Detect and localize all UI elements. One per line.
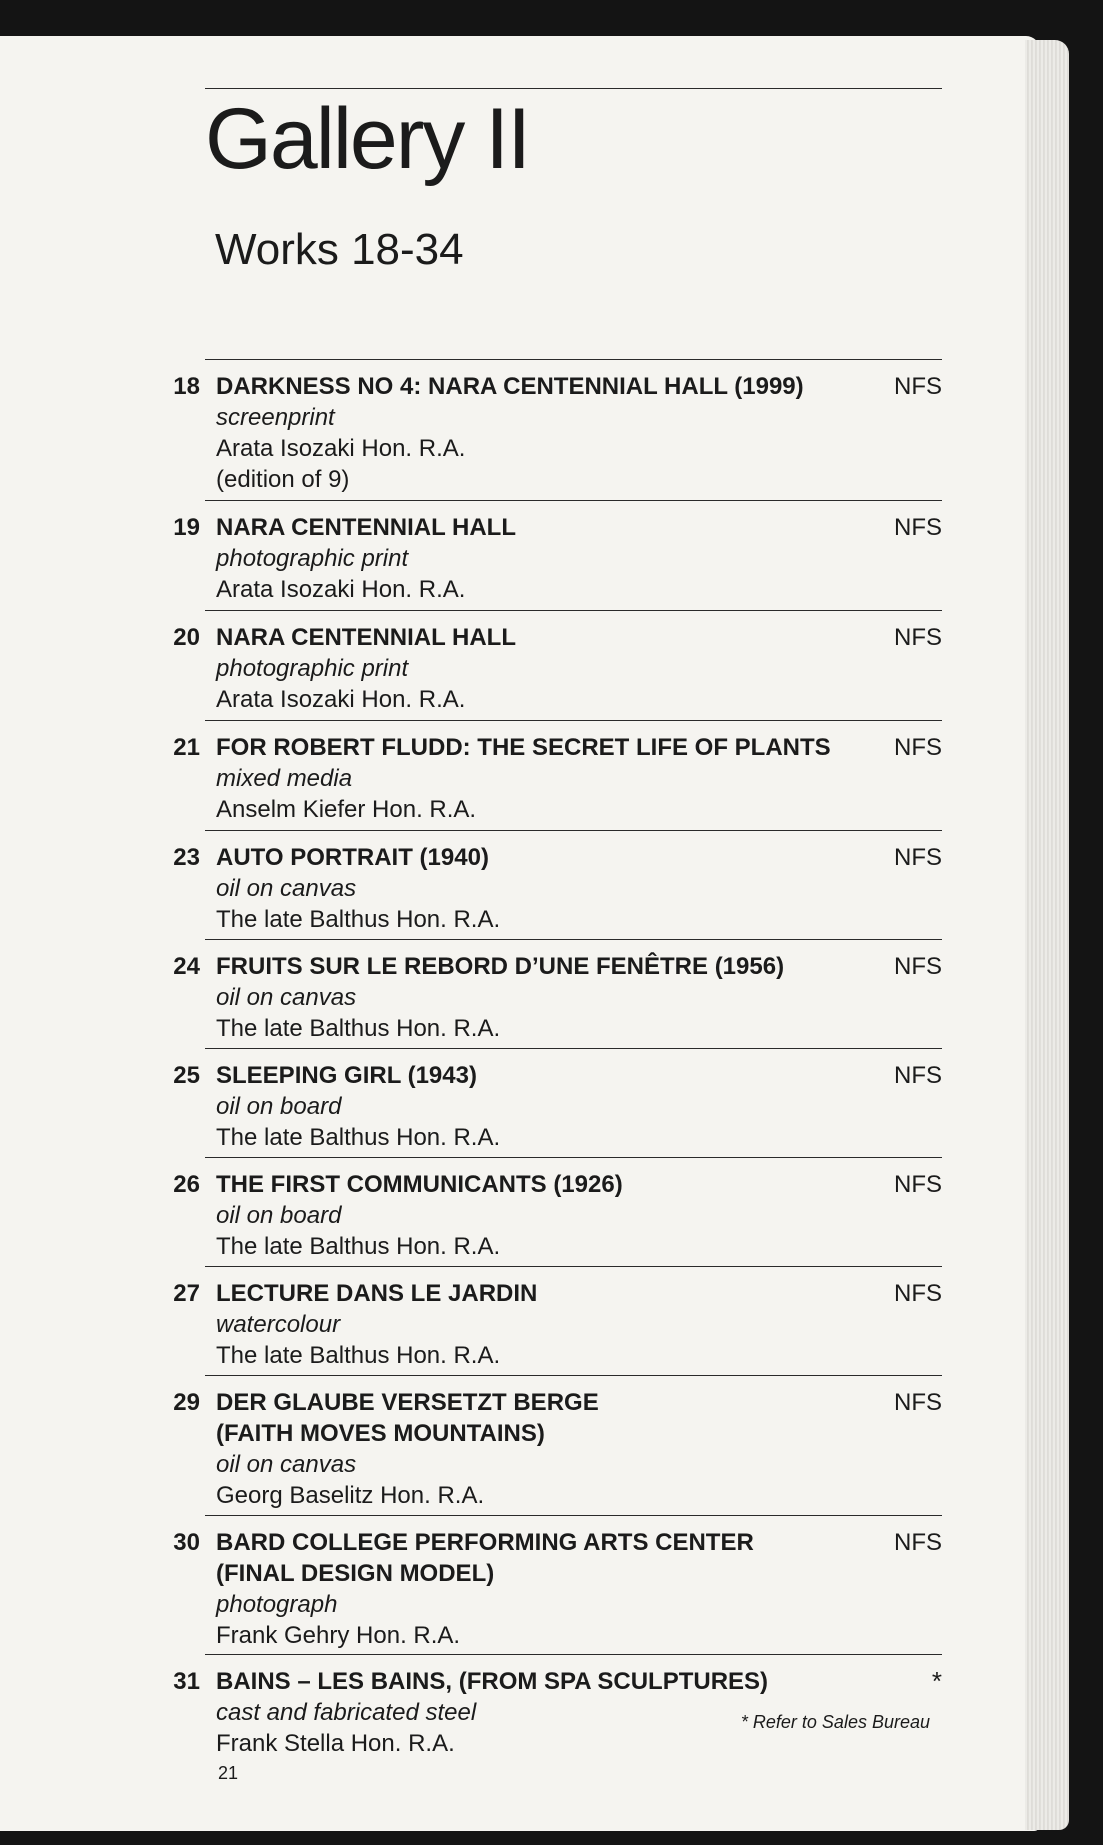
entry-divider xyxy=(205,610,942,611)
entry-price: NFS xyxy=(894,734,942,761)
entry-details xyxy=(216,1387,846,1511)
entry-details xyxy=(216,842,846,935)
entry-title: THE FIRST COMMUNICANTS (1926) xyxy=(216,1171,623,1198)
entry-number: 21 xyxy=(173,734,200,761)
entry-price: NFS xyxy=(894,1062,942,1089)
entry-price: * xyxy=(931,1666,942,1696)
entry-price: NFS xyxy=(894,1529,942,1556)
entry-artist: The late Balthus Hon. R.A. xyxy=(216,1124,501,1151)
entry-number: 25 xyxy=(173,1062,200,1089)
entry-medium: oil on canvas xyxy=(216,984,357,1011)
page-content xyxy=(0,36,1040,1831)
entry-title: FRUITS SUR LE REBORD D’UNE FENÊTRE (1956) xyxy=(216,953,785,980)
entry-divider xyxy=(205,1266,942,1267)
entry-title: FOR ROBERT FLUDD: THE SECRET LIFE OF PLANTS xyxy=(216,734,831,761)
entry-edition: (edition of 9) xyxy=(216,466,350,493)
entry-artist: The late Balthus Hon. R.A. xyxy=(216,1233,501,1260)
entry-number: 18 xyxy=(173,373,200,400)
entry-title: AUTO PORTRAIT (1940) xyxy=(216,844,489,871)
entry-title: SLEEPING GIRL (1943) xyxy=(216,1062,477,1089)
entry-divider xyxy=(205,1375,942,1376)
entry-title: DER GLAUBE VERSETZT BERGE xyxy=(216,1389,599,1416)
entry-medium: oil on board xyxy=(216,1093,342,1120)
entry-artist: The late Balthus Hon. R.A. xyxy=(216,1342,501,1369)
entry-number: 20 xyxy=(173,624,200,651)
entry-number: 24 xyxy=(173,953,200,980)
entry-details xyxy=(216,512,846,605)
entry-number: 30 xyxy=(173,1529,200,1556)
entry-number: 26 xyxy=(173,1171,200,1198)
entry-divider xyxy=(205,1515,942,1516)
entry-price: NFS xyxy=(894,844,942,871)
page-title: Gallery II xyxy=(205,91,530,187)
entry-number: 23 xyxy=(173,844,200,871)
entry-divider xyxy=(205,1654,942,1655)
entry-price: NFS xyxy=(894,953,942,980)
entry-divider xyxy=(205,939,942,940)
entry-artist: Arata Isozaki Hon. R.A. xyxy=(216,576,466,603)
entry-details xyxy=(216,1278,846,1371)
entry-price: NFS xyxy=(894,373,942,400)
entry-number: 19 xyxy=(173,514,200,541)
entry-title: DARKNESS NO 4: NARA CENTENNIAL HALL (1999) xyxy=(216,373,804,400)
entry-medium: oil on canvas xyxy=(216,1451,357,1478)
entry-details xyxy=(216,1527,846,1651)
entry-divider xyxy=(205,359,942,360)
entry-divider xyxy=(205,720,942,721)
footnote: * Refer to Sales Bureau xyxy=(740,1712,930,1732)
entry-artist: Arata Isozaki Hon. R.A. xyxy=(216,435,466,462)
entry-price: NFS xyxy=(894,514,942,541)
entry-details xyxy=(216,951,846,1044)
entry-price: NFS xyxy=(894,1280,942,1307)
entry-medium: photographic print xyxy=(216,655,409,682)
entry-medium: photographic print xyxy=(216,545,409,572)
entry-artist: The late Balthus Hon. R.A. xyxy=(216,906,501,933)
entry-title: BAINS – LES BAINS, (FROM SPA SCULPTURES) xyxy=(216,1668,769,1695)
entry-medium: screenprint xyxy=(216,404,335,431)
page-stack-edge xyxy=(1025,40,1069,1830)
page-subtitle: Works 18-34 xyxy=(215,225,464,274)
entry-medium: oil on canvas xyxy=(216,875,357,902)
entry-title: LECTURE DANS LE JARDIN xyxy=(216,1280,538,1307)
entry-title: BARD COLLEGE PERFORMING ARTS CENTER xyxy=(216,1529,754,1556)
entry-number: 27 xyxy=(173,1280,200,1307)
entry-price: NFS xyxy=(894,1389,942,1416)
entry-title: (FAITH MOVES MOUNTAINS) xyxy=(216,1420,545,1447)
entry-artist: Frank Gehry Hon. R.A. xyxy=(216,1622,461,1649)
entry-title: (FINAL DESIGN MODEL) xyxy=(216,1560,495,1587)
entry-number: 29 xyxy=(173,1389,200,1416)
entry-artist: Anselm Kiefer Hon. R.A. xyxy=(216,796,477,823)
entry-medium: photograph xyxy=(216,1591,338,1618)
entry-details xyxy=(216,1060,846,1153)
entry-divider xyxy=(205,830,942,831)
entry-divider xyxy=(205,1048,942,1049)
entry-divider xyxy=(205,500,942,501)
entry-details xyxy=(216,371,846,495)
entry-number: 31 xyxy=(173,1668,200,1695)
entry-details xyxy=(216,732,846,825)
entry-artist: The late Balthus Hon. R.A. xyxy=(216,1015,501,1042)
entry-artist: Arata Isozaki Hon. R.A. xyxy=(216,686,466,713)
entry-medium: watercolour xyxy=(216,1311,341,1338)
entry-title: NARA CENTENNIAL HALL xyxy=(216,624,516,651)
entry-details xyxy=(216,1169,846,1262)
header-rule xyxy=(205,88,942,89)
catalogue-page xyxy=(0,36,1040,1831)
page-number: 21 xyxy=(218,1763,239,1783)
entry-medium: mixed media xyxy=(216,765,353,792)
entry-price: NFS xyxy=(894,624,942,651)
entry-price: NFS xyxy=(894,1171,942,1198)
entry-title: NARA CENTENNIAL HALL xyxy=(216,514,516,541)
entry-artist: Frank Stella Hon. R.A. xyxy=(216,1730,455,1757)
entry-medium: cast and fabricated steel xyxy=(216,1699,477,1726)
entry-divider xyxy=(205,1157,942,1158)
entry-medium: oil on board xyxy=(216,1202,342,1229)
entry-artist: Georg Baselitz Hon. R.A. xyxy=(216,1482,485,1509)
entry-details xyxy=(216,622,846,715)
